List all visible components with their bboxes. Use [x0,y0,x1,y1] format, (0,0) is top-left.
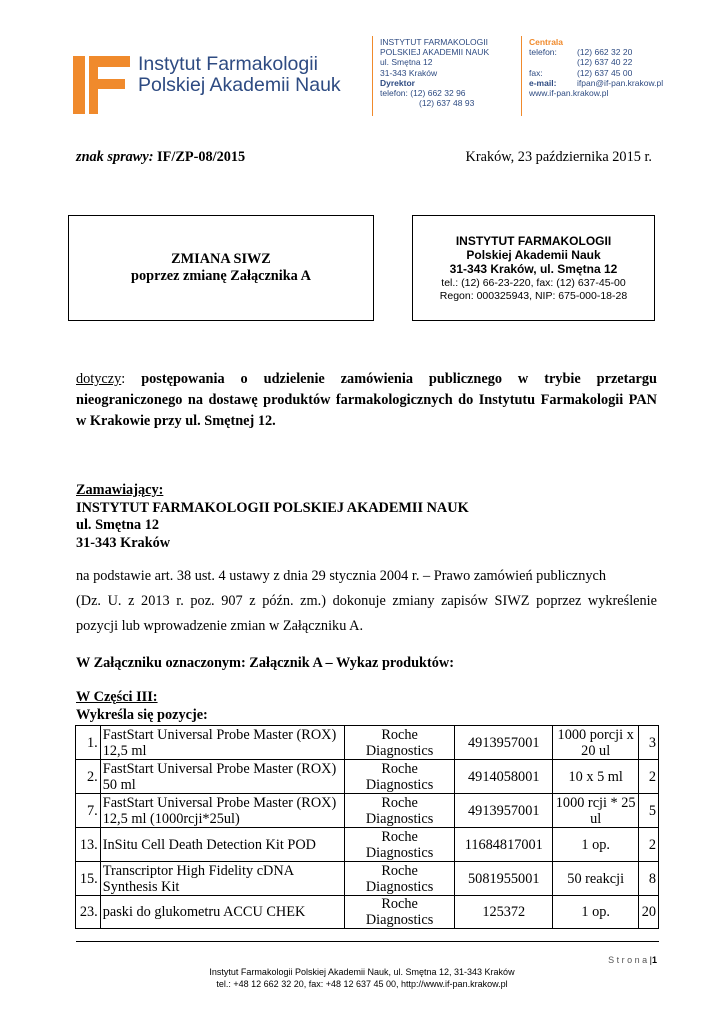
siwz-change-title: ZMIANA SIWZ [171,251,271,267]
cell-code: 4913957001 [455,726,553,760]
table-row [76,862,659,896]
logo-name-line2: Polskiej Akademii Nauk [138,74,341,96]
cell-name: InSitu Cell Death Detection Kit POD [100,828,344,862]
annex-heading: W Załączniku oznaczonym: Załącznik A – Wykaz produktów: [76,655,454,671]
buyer-name: INSTYTUT FARMAKOLOGII POLSKIEJ AKADEMII NAUK [76,499,469,516]
cell-qty: 8 [639,862,659,896]
cell-maker: Roche Diagnostics [344,760,454,794]
concerns-line3: w Krakowie przy ul. Smętnej 12. [76,413,276,429]
cell-pack: 1 op. [553,896,639,929]
siwz-change-subtitle: poprzez zmianę Załącznika A [131,268,311,284]
cell-no: 13. [76,828,101,862]
stamp-line4: tel.: (12) 66-23-220, fax: (12) 637-45-00 [441,276,626,289]
cell-maker: Roche Diagnostics [344,896,454,929]
concerns-line1: postępowania o udzielenie zamówienia publicznego w trybie przetargu [141,371,657,387]
cell-no: 15. [76,862,101,896]
strike-heading: Wykreśla się pozycje: [76,707,208,723]
cell-qty: 20 [639,896,659,929]
cell-name: Transcriptor High Fidelity cDNA Synthesis Kit [100,862,344,896]
logo-name-line1: Instytut Farmakologii [138,53,318,75]
header-divider [372,36,373,116]
basis-line2: (Dz. U. z 2013 r. poz. 907 z późn. zm.) dokonuje zmiany zapisów SIWZ poprzez wykreślenie [76,593,657,609]
page-sep: | [649,955,652,965]
stamp-line1: INSTYTUT FARMAKOLOGII [455,233,612,248]
page-number [608,955,657,965]
header-email-label: e-mail: [529,77,557,88]
cell-code: 4914058001 [455,760,553,794]
cell-name: FastStart Universal Probe Master (ROX) 50 ml [100,760,344,794]
place-date: Kraków, 23 października 2015 r. [465,149,652,165]
header-phone2: (12) 637 40 22 [577,57,633,68]
logo-wordmark [138,54,341,96]
header-phone1: (12) 662 32 20 [577,47,633,58]
stamp-line2: Polskiej Akademii Nauk [466,247,601,262]
cell-maker: Roche Diagnostics [344,828,454,862]
header-central-label: Centrala [529,37,564,47]
header-contact-block [529,37,663,98]
buyer-label: Zamawiający: [76,482,164,498]
cell-qty: 2 [639,828,659,862]
case-reference [76,149,245,166]
buyer-block [76,482,469,552]
cell-name: paski do glukometru ACCU CHEK [100,896,344,929]
header-www-link[interactable]: www.if-pan.krakow.pl [529,88,609,99]
part-heading: W Części III: [76,689,158,705]
case-ref-value: IF/ZP-08/2015 [157,149,246,165]
header-institute-line2: POLSKIEJ AKADEMII NAUK [380,47,490,58]
header-fax: (12) 637 45 00 [577,67,633,78]
institute-logo [73,56,130,114]
header-divider-2 [521,36,522,116]
header-director-label: Dyrektor [380,77,415,88]
concerns-line2: nieograniczonego na dostawę produktów farmakologicznych do Instytutu Farmakologii PAN [76,392,657,408]
header-director-phone2: (12) 637 48 93 [419,98,475,109]
stamp-line5: Regon: 000325943, NIP: 675-000-18-28 [439,289,628,302]
cell-no: 23. [76,896,101,929]
footer-line1: Instytut Farmakologii Polskiej Akademii Nauk, ul. Smętna 12, 31-343 Kraków [209,967,515,977]
concerns-label: dotyczy [76,371,122,387]
table-row [76,828,659,862]
cell-pack: 10 x 5 ml [553,760,639,794]
cell-code: 11684817001 [455,828,553,862]
cell-pack: 50 reakcji [553,862,639,896]
cell-no: 7. [76,794,101,828]
cell-qty: 2 [639,760,659,794]
header-institute-line1: INSTYTUT FARMAKOLOGII [380,37,488,47]
cell-qty: 3 [639,726,659,760]
footer [0,966,724,990]
case-ref-sep: : [148,149,154,165]
cell-pack: 1000 rcji * 25 ul [553,794,639,828]
cell-qty: 5 [639,794,659,828]
concerns-sep: : [121,371,126,387]
header-street: ul. Smętna 12 [380,57,433,68]
cell-no: 2. [76,760,101,794]
cell-pack: 1000 porcji x 20 ul [553,726,639,760]
basis-line3: pozycji lub wprowadzenie zmian w Załączniku A. [76,618,364,634]
basis-line1: na podstawie art. 38 ust. 4 ustawy z dnia 29 stycznia 2004 r. – Prawo zamówień publicznych [76,568,607,584]
product-table [75,725,659,929]
header-phone-label: telefon: [529,47,557,58]
header-email-link[interactable]: ifpan@if-pan.krakow.pl [577,77,664,88]
table-row [76,726,659,760]
header-city: 31-343 Kraków [380,67,438,78]
table-row [76,794,659,828]
buyer-street: ul. Smętna 12 [76,517,160,533]
cell-code: 125372 [455,896,553,929]
cell-name: FastStart Universal Probe Master (ROX) 12,5 ml [100,726,344,760]
stamp-line3: 31-343 Kraków, ul. Smętna 12 [449,261,618,276]
header-address-block [380,37,489,108]
institute-stamp [412,215,655,321]
siwz-change-box [68,215,374,321]
header-fax-label: fax: [529,67,543,78]
concerns-paragraph [76,369,657,432]
cell-pack: 1 op. [553,828,639,862]
legal-basis [76,564,657,639]
cell-code: 4913957001 [455,794,553,828]
case-ref-label: znak sprawy [76,149,149,165]
footer-line2: tel.: +48 12 662 32 20, fax: +48 12 637 45 00, http://www.if-pan.krakow.pl [216,979,508,989]
cell-maker: Roche Diagnostics [344,862,454,896]
header-director-phone: telefon: (12) 662 32 96 [380,88,466,99]
table-row [76,760,659,794]
table-row [76,896,659,929]
buyer-city: 31-343 Kraków [76,534,171,551]
cell-maker: Roche Diagnostics [344,726,454,760]
cell-name: FastStart Universal Probe Master (ROX) 12,5 ml (1000rcji*25ul) [100,794,344,828]
cell-maker: Roche Diagnostics [344,794,454,828]
page-number-value: 1 [651,955,657,965]
cell-no: 1. [76,726,101,760]
cell-code: 5081955001 [455,862,553,896]
page-label: S t r o n a [608,955,648,965]
footer-rule [76,941,659,942]
